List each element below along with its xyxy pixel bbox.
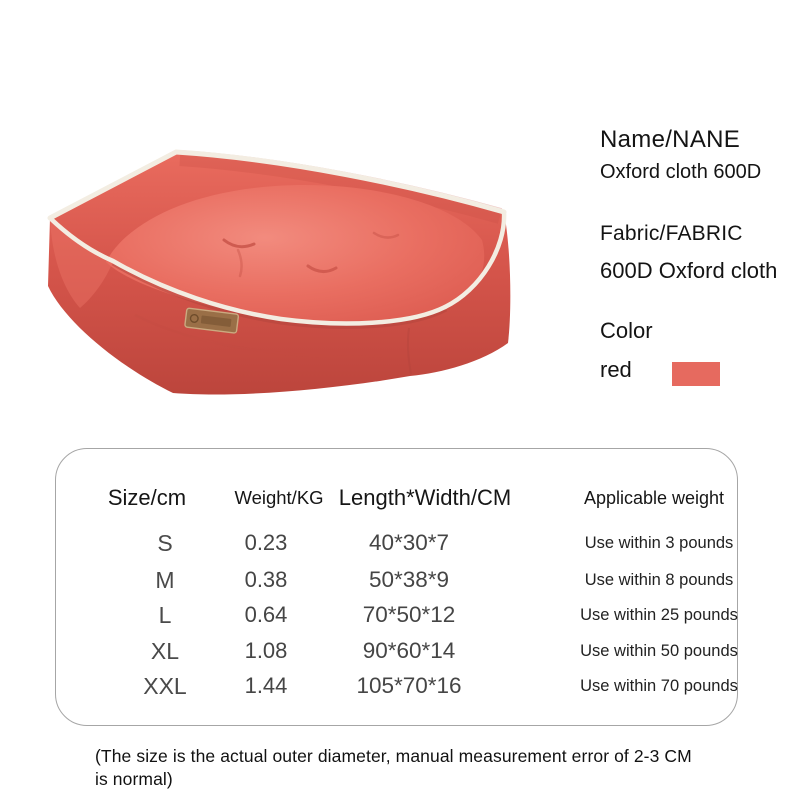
color-label: Color <box>600 318 653 343</box>
table-row <box>56 565 737 595</box>
table-row <box>56 636 737 666</box>
pet-bed-illustration <box>30 130 550 420</box>
product-image <box>30 130 550 420</box>
cell-size: XL <box>150 638 180 664</box>
size-table <box>55 448 738 726</box>
cell-applicable: Use within 25 pounds <box>580 606 738 624</box>
table-row <box>56 600 737 630</box>
cell-weight: 0.23 <box>244 530 288 555</box>
table-header-row <box>56 483 737 513</box>
column-header-applicable: Applicable weight <box>583 488 725 508</box>
cell-size: S <box>157 530 173 556</box>
table-row <box>56 671 737 701</box>
cell-dimensions: 90*60*14 <box>362 638 456 663</box>
cell-applicable: Use within 8 pounds <box>584 571 734 589</box>
cell-weight: 1.08 <box>244 638 288 663</box>
column-header-size: Size/cm <box>107 485 187 510</box>
cell-dimensions: 70*50*12 <box>362 602 456 627</box>
cell-dimensions: 40*30*7 <box>368 530 450 555</box>
cell-weight: 0.38 <box>244 567 288 592</box>
cell-size: M <box>155 567 175 593</box>
column-header-dimensions: Length*Width/CM <box>338 485 512 510</box>
color-swatch-red <box>672 362 720 386</box>
cell-weight: 1.44 <box>244 673 288 698</box>
cell-dimensions: 105*70*16 <box>356 673 462 698</box>
cell-size: XXL <box>143 673 187 699</box>
fabric-value: 600D Oxford cloth <box>600 258 778 283</box>
cell-applicable: Use within 70 pounds <box>580 677 738 695</box>
cell-size: L <box>158 602 172 628</box>
name-value: Oxford cloth 600D <box>600 161 762 183</box>
column-header-weight: Weight/KG <box>234 487 324 508</box>
color-value: red <box>600 357 632 382</box>
cell-applicable: Use within 3 pounds <box>584 534 734 552</box>
cell-dimensions: 50*38*9 <box>368 567 450 592</box>
fabric-label: Fabric/FABRIC <box>600 222 743 245</box>
measurement-note: (The size is the actual outer diameter, manual measurement error of 2-3 CM is normal) <box>95 746 692 789</box>
cell-applicable: Use within 50 pounds <box>580 642 738 660</box>
table-row <box>56 528 737 558</box>
name-label: Name/NANE <box>600 126 741 153</box>
cell-weight: 0.64 <box>244 602 288 627</box>
